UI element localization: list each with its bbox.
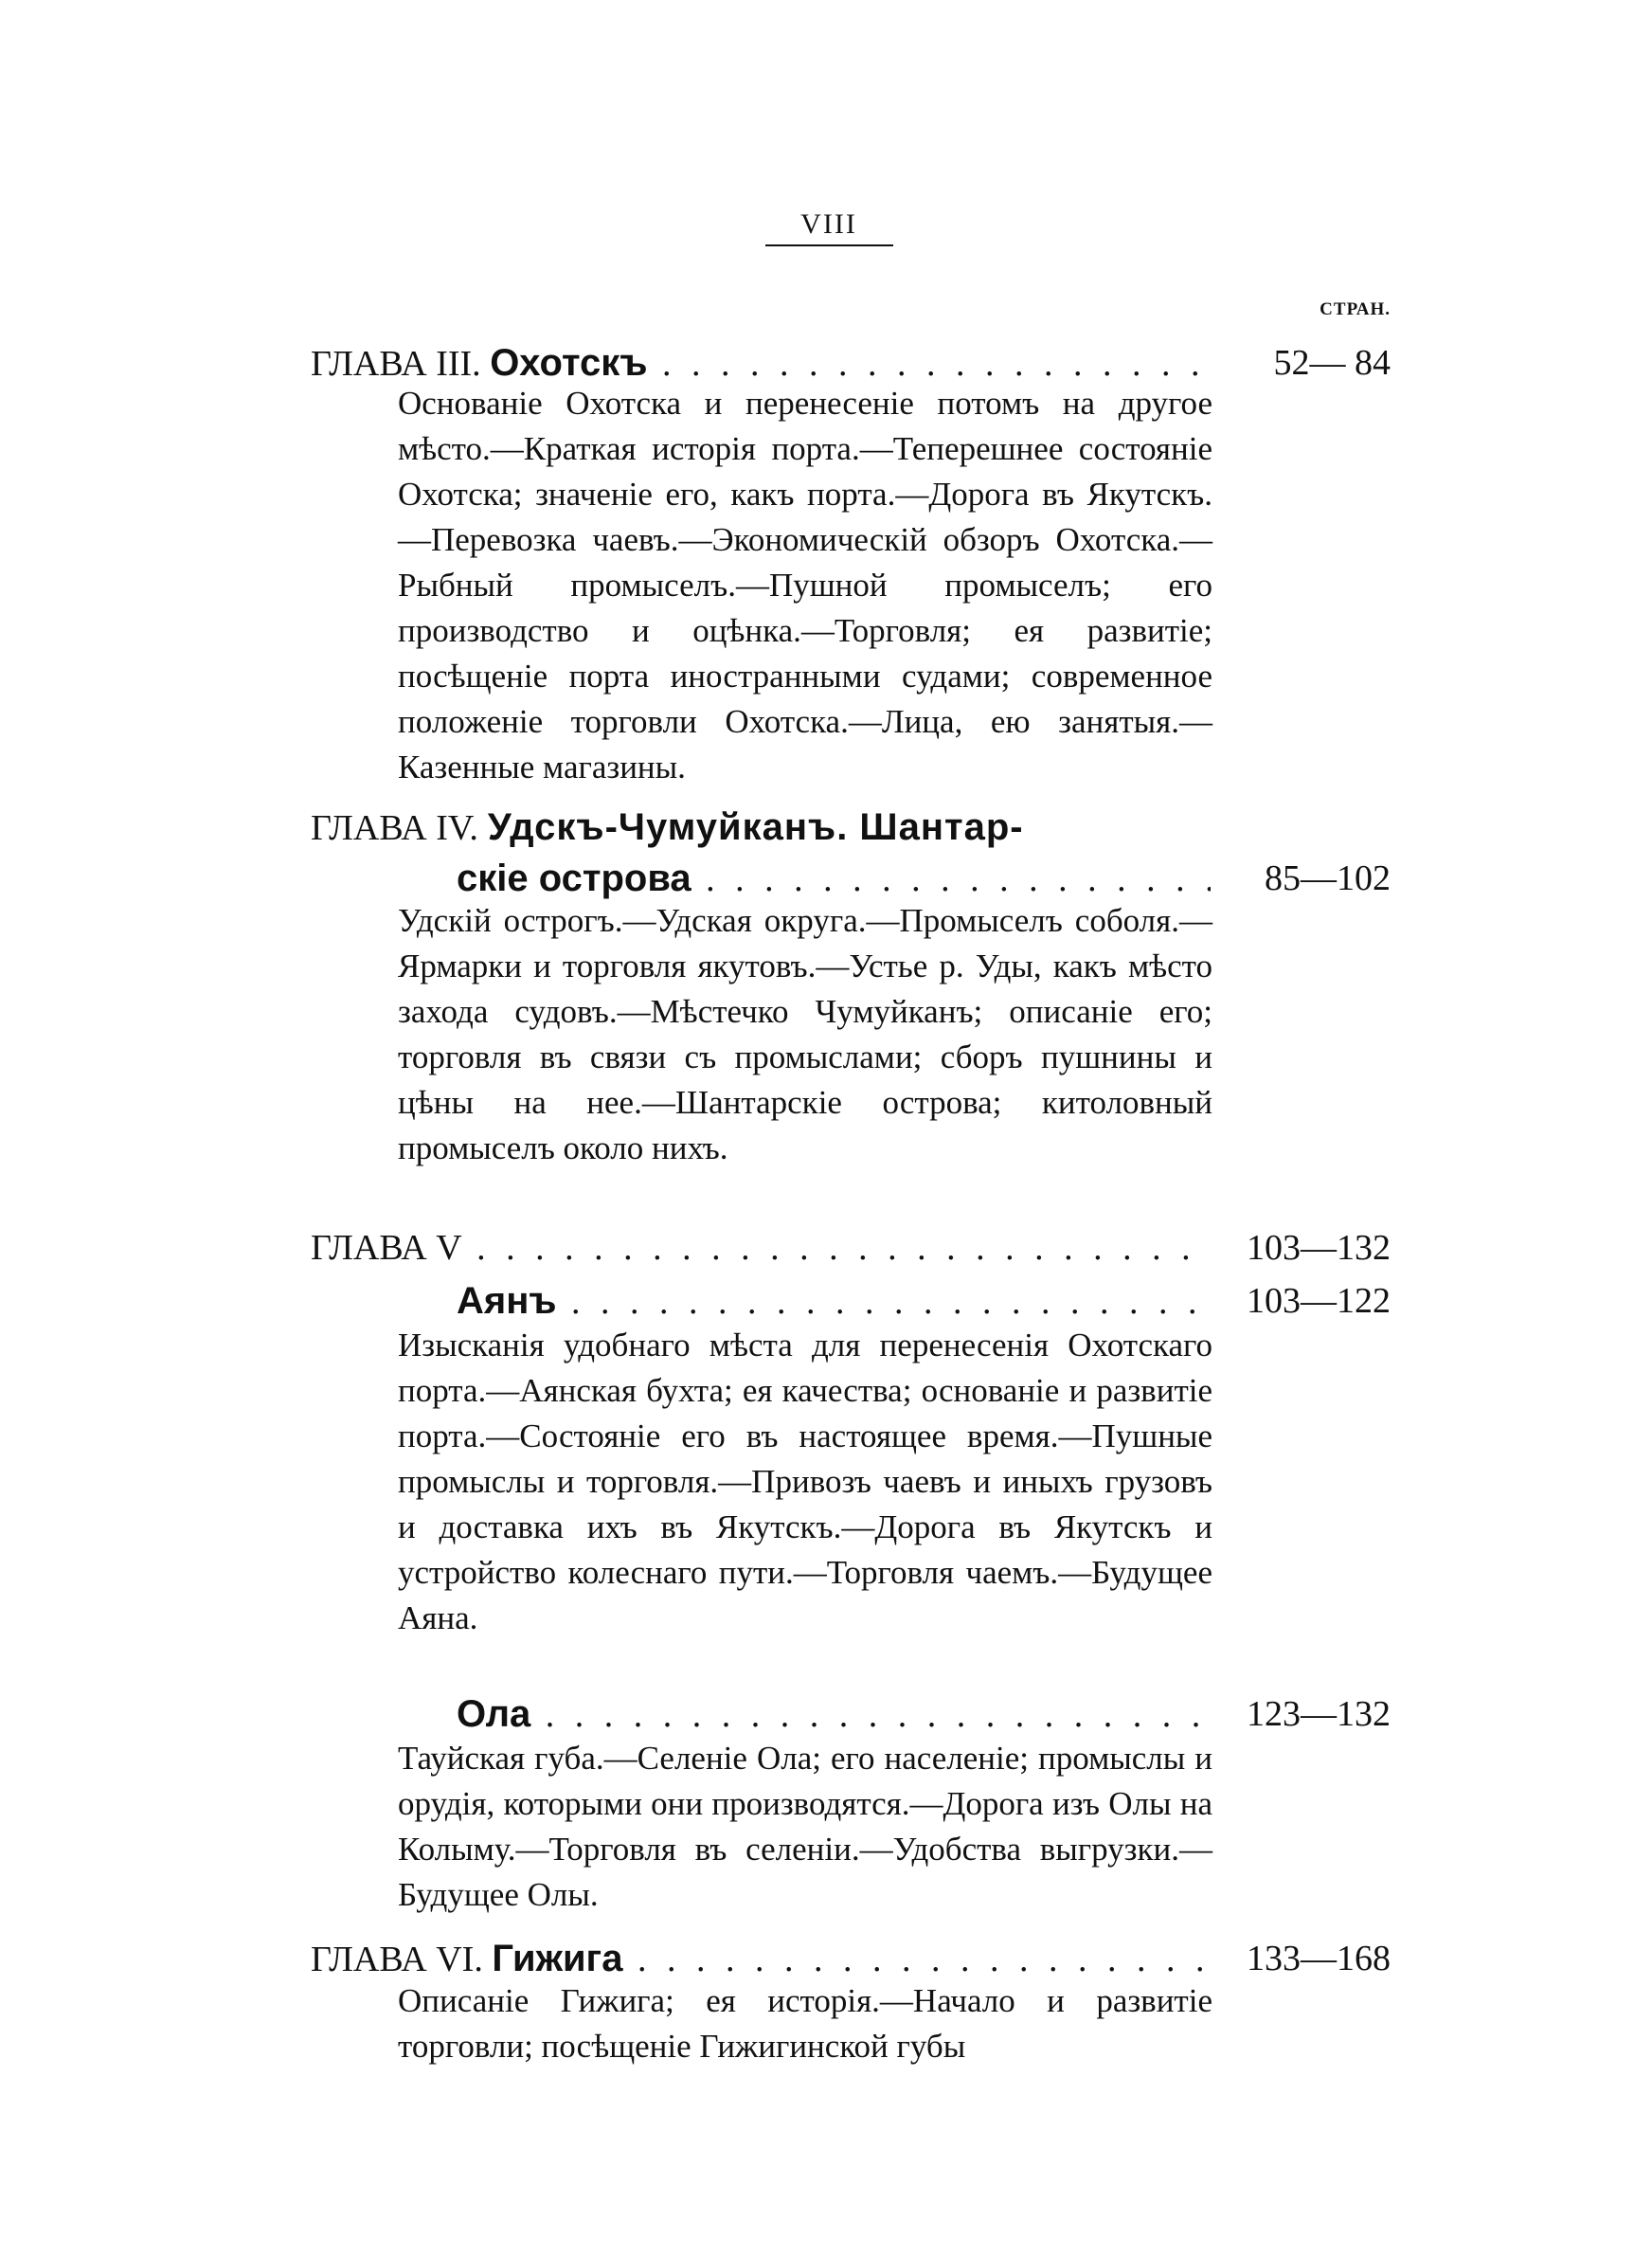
- page-range: 103—122: [1233, 1275, 1391, 1327]
- page-range: 123—132: [1233, 1688, 1391, 1740]
- chapter-summary: Описаніе Гижига; ея исторія.—Начало и развитіе торговли; посѣщеніе Гижигинской губы: [398, 1982, 1212, 2065]
- page-range: 133—168: [1233, 1933, 1391, 1984]
- chapter-title: Гижига: [492, 1938, 623, 1979]
- toc-entry-section-ayan[interactable]: [311, 1275, 1391, 1327]
- chapter-title: Охотскъ: [490, 342, 648, 384]
- chapter-summary: Удскій острогъ.—Удская округа.—Промыселъ соболя.—Ярмарки и торговля якутовъ.—Устье р. Уды, какъ мѣсто захода судовъ.—Мѣстечко Чумуйканъ; описаніе его; торговля въ связи съ промыслами; сборъ пушнины и цѣны на нее.—Шантарскіе острова; китоловный промыселъ около нихъ.: [398, 902, 1212, 1166]
- chapter-label: ГЛАВА VI.: [311, 1940, 483, 1979]
- page-range: 103—132: [1233, 1222, 1391, 1273]
- folio-rule: [765, 244, 893, 246]
- toc-entry-chapter-5[interactable]: [311, 1222, 1391, 1273]
- section-summary: Тауйская губа.—Селеніе Ола; его населеніе; промыслы и орудія, которыми они производятся.—Дорога изъ Олы на Колыму.—Торговля въ селеніи.—Удобства выгрузки.—Будущее Олы.: [398, 1740, 1212, 1913]
- chapter-summary: Основаніе Охотска и перенесеніе потомъ на другое мѣсто.—Краткая исторія порта.—Теперешнее состояніе Охотска; значеніе его, какъ порта.—Дорога въ Якутскъ.—Перевозка чаевъ.—Экономическій обзоръ Охотска.—Рыбный промыселъ.—Пушной промыселъ; его производство и оцѣнка.—Торговля; ея развитіе; посѣщеніе порта иностранными судами; современное положеніе торговли Охотска.—Лица, ею занятыя.—Казенные магазины.: [398, 385, 1212, 785]
- chapter-label: ГЛАВА IV.: [311, 808, 478, 848]
- chapter-label: ГЛАВА III.: [311, 344, 481, 384]
- toc-entry-chapter-4-cont[interactable]: [311, 853, 1391, 904]
- page-range: 85—102: [1251, 853, 1391, 904]
- toc-entry-chapter-4[interactable]: [311, 802, 1211, 854]
- page-number: VIII: [800, 208, 857, 240]
- chapter-title: Удскъ-Чумуйканъ. Шантар-: [487, 806, 1024, 848]
- section-title: Аянъ: [457, 1280, 557, 1322]
- pages-column-label: СТРАН.: [1320, 299, 1391, 319]
- chapter-label: ГЛАВА V: [311, 1228, 462, 1268]
- toc-entry-section-ola[interactable]: [311, 1688, 1391, 1740]
- chapter-title-cont: скіе острова: [457, 858, 691, 899]
- toc-entry-chapter-6[interactable]: [311, 1933, 1391, 1984]
- section-title: Ола: [457, 1693, 531, 1735]
- section-summary: Изысканія удобнаго мѣста для перенесенія Охотскаго порта.—Аянская бухта; ея качества; основаніе и развитіе порта.—Состояніе его въ настоящее время.—Пушные промыслы и торговля.—Привозъ чаевъ и иныхъ грузовъ и доставка ихъ въ Якутскъ.—Дорога въ Якутскъ и устройство колеснаго пути.—Торговля чаемъ.—Будущее Аяна.: [398, 1327, 1212, 1636]
- page-range: 52— 84: [1261, 337, 1392, 388]
